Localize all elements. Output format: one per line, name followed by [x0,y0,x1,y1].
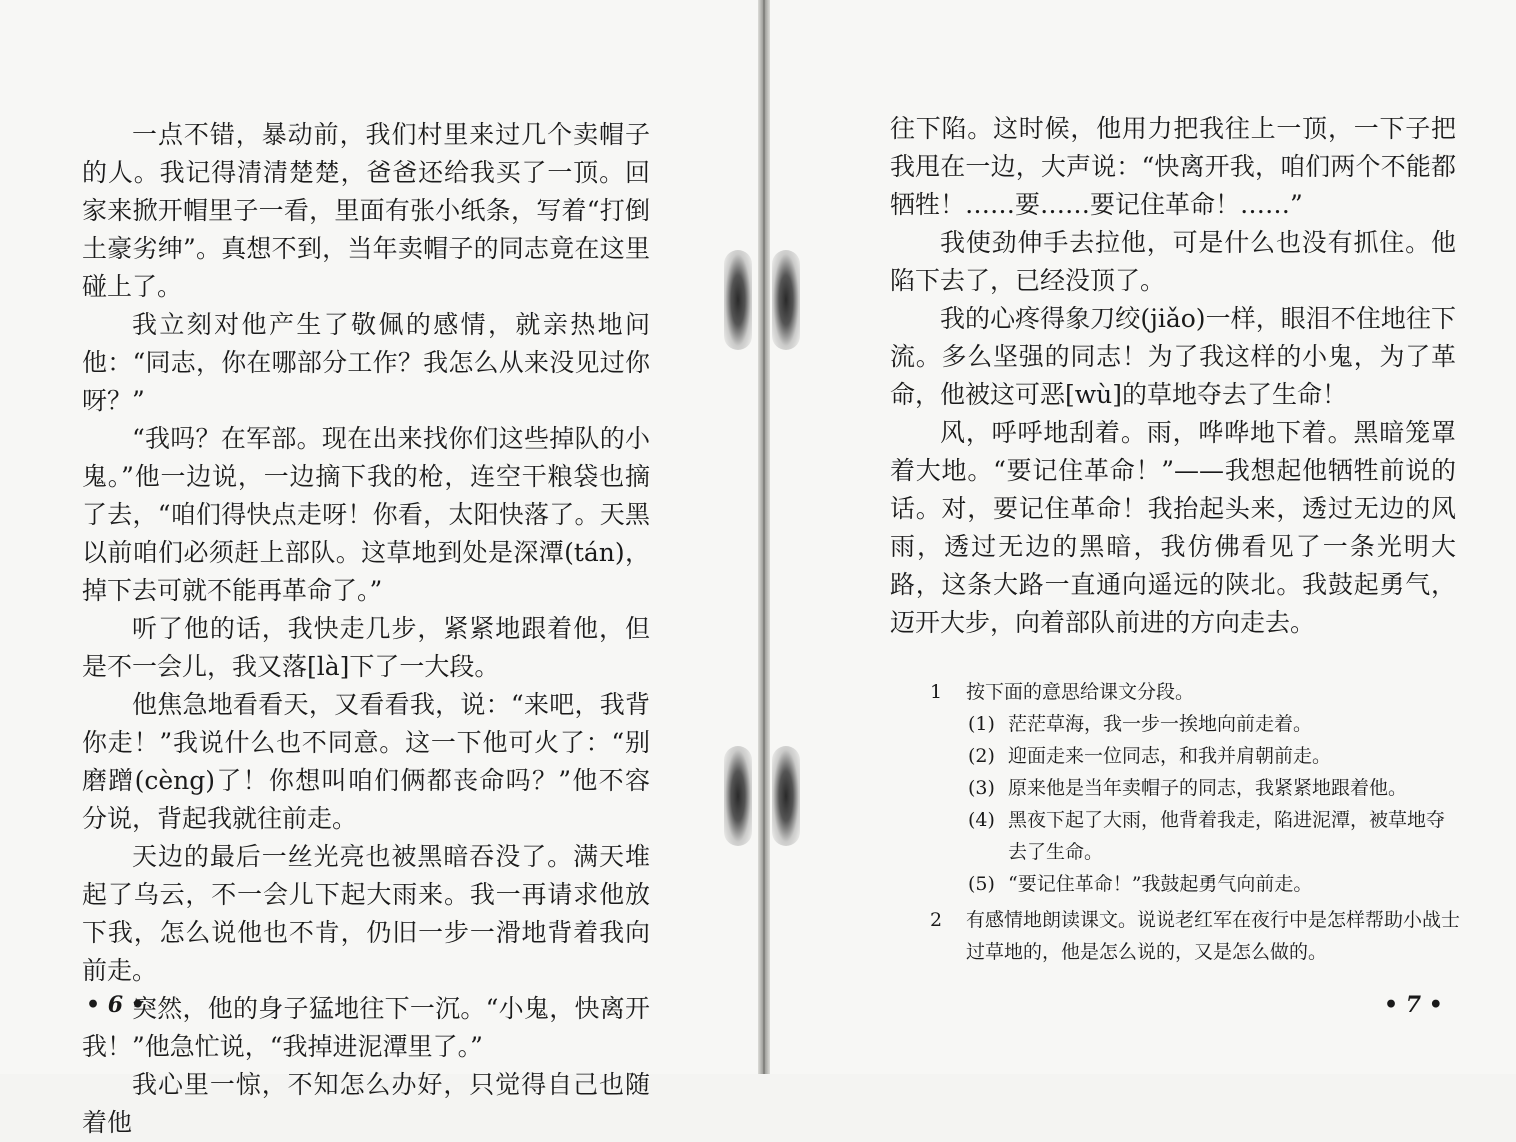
paragraph: 听了他的话，我快走几步，紧紧地跟着他，但是不一会儿，我又落[là]下了一大段。 [82,614,650,681]
exercise-subitem [968,868,1460,900]
subitem-number: (5) [968,873,995,895]
book-gutter [758,0,770,1074]
exercise-text: 按下面的意思给课文分段。 [966,681,1195,703]
paragraph-continuation: 往下陷。这时候，他用力把我往上一顶，一下子把我甩在一边，大声说：“快离开我，咱们两个不能都牺牲！……要……要记住革命！……” [890,114,1456,219]
subitem-number: (1) [968,713,995,735]
paragraph: 一点不错，暴动前，我们村里来过几个卖帽子的人。我记得清清楚楚，爸爸还给我买了一顶。回家来掀开帽里子一看，里面有张小纸条，写着“打倒土豪劣绅”。真想不到，当年卖帽子的同志竟在这里碰上了。 [82,120,650,301]
paragraph: 我使劲伸手去拉他，可是什么也没有抓住。他陷下去了，已经没顶了。 [890,228,1456,295]
page-number: • 6 • [86,992,145,1018]
exercise-subitem [968,772,1460,804]
subitem-text: 原来他是当年卖帽子的同志，我紧紧地跟着他。 [1008,777,1408,799]
subitem-text: 迎面走来一位同志，和我并肩朝前走。 [1008,745,1332,767]
subitem-number: (4) [968,809,995,831]
paragraph: “我吗？在军部。现在出来找你们这些掉队的小鬼。”他一边说，一边摘下我的枪，连空干粮袋也摘了去，“咱们得快点走呀！你看，太阳快落了。天黑以前咱们必须赶上部队。这草地到处是深潭(tán)，掉下去可就不能再革命了。” [82,424,650,605]
paragraph: 我心里一惊，不知怎么办好，只觉得自己也随着他 [82,1070,650,1137]
subitem-number: (3) [968,777,995,799]
exercise-number: 2 [930,909,943,931]
exercises-section [930,676,1460,968]
staple-mark [724,746,752,846]
subitem-text: 茫茫草海，我一步一挨地向前走着。 [1008,713,1313,735]
exercise-subitem [968,740,1460,772]
exercise-number: 1 [930,681,943,703]
exercise-item [930,676,1460,708]
subitem-text: “要记住革命！”我鼓起勇气向前走。 [1008,873,1313,895]
subitem-number: (2) [968,745,995,767]
left-body-text [82,116,650,1142]
paragraph: 突然，他的身子猛地往下一沉。“小鬼，快离开我！”他急忙说，“我掉进泥潭里了。” [82,994,650,1061]
exercise-item [930,904,1460,968]
staple-mark [724,250,752,350]
page-number: • 7 • [1384,992,1443,1018]
paragraph: 风，呼呼地刮着。雨，哗哗地下着。黑暗笼罩着大地。“要记住革命！”——我想起他牺牲前说的话。对，要记住革命！我抬起头来，透过无边的风雨，透过无边的黑暗，我仿佛看见了一条光明大路，这条大路一直通向遥远的陕北。我鼓起勇气，迈开大步，向着部队前进的方向走去。 [890,418,1456,637]
paragraph: 天边的最后一丝光亮也被黑暗吞没了。满天堆起了乌云，不一会儿下起大雨来。我一再请求他放下我，怎么说他也不肯，仍旧一步一滑地背着我向前走。 [82,842,650,985]
subitem-text: 黑夜下起了大雨，他背着我走，陷进泥潭，被草地夺去了生命。 [1008,809,1446,863]
paragraph: 我的心疼得象刀绞(jiǎo)一样，眼泪不住地往下流。多么坚强的同志！为了我这样的小鬼，为了革命，他被这可恶[wù]的草地夺去了生命！ [890,304,1456,409]
right-body-text [890,110,1456,642]
paragraph: 我立刻对他产生了敬佩的感情，就亲热地问他：“同志，你在哪部分工作？我怎么从来没见过你呀？” [82,310,650,415]
exercise-subitem [968,708,1460,740]
staple-mark [772,250,800,350]
exercise-subitem [968,804,1460,868]
paragraph: 他焦急地看看天，又看看我，说：“来吧，我背你走！”我说什么也不同意。这一下他可火了：“别磨蹭(cèng)了！你想叫咱们俩都丧命吗？”他不容分说，背起我就往前走。 [82,690,650,833]
exercise-text: 有感情地朗读课文。说说老红军在夜行中是怎样帮助小战士过草地的，他是怎么说的，又是怎么做的。 [966,909,1461,963]
staple-mark [772,746,800,846]
